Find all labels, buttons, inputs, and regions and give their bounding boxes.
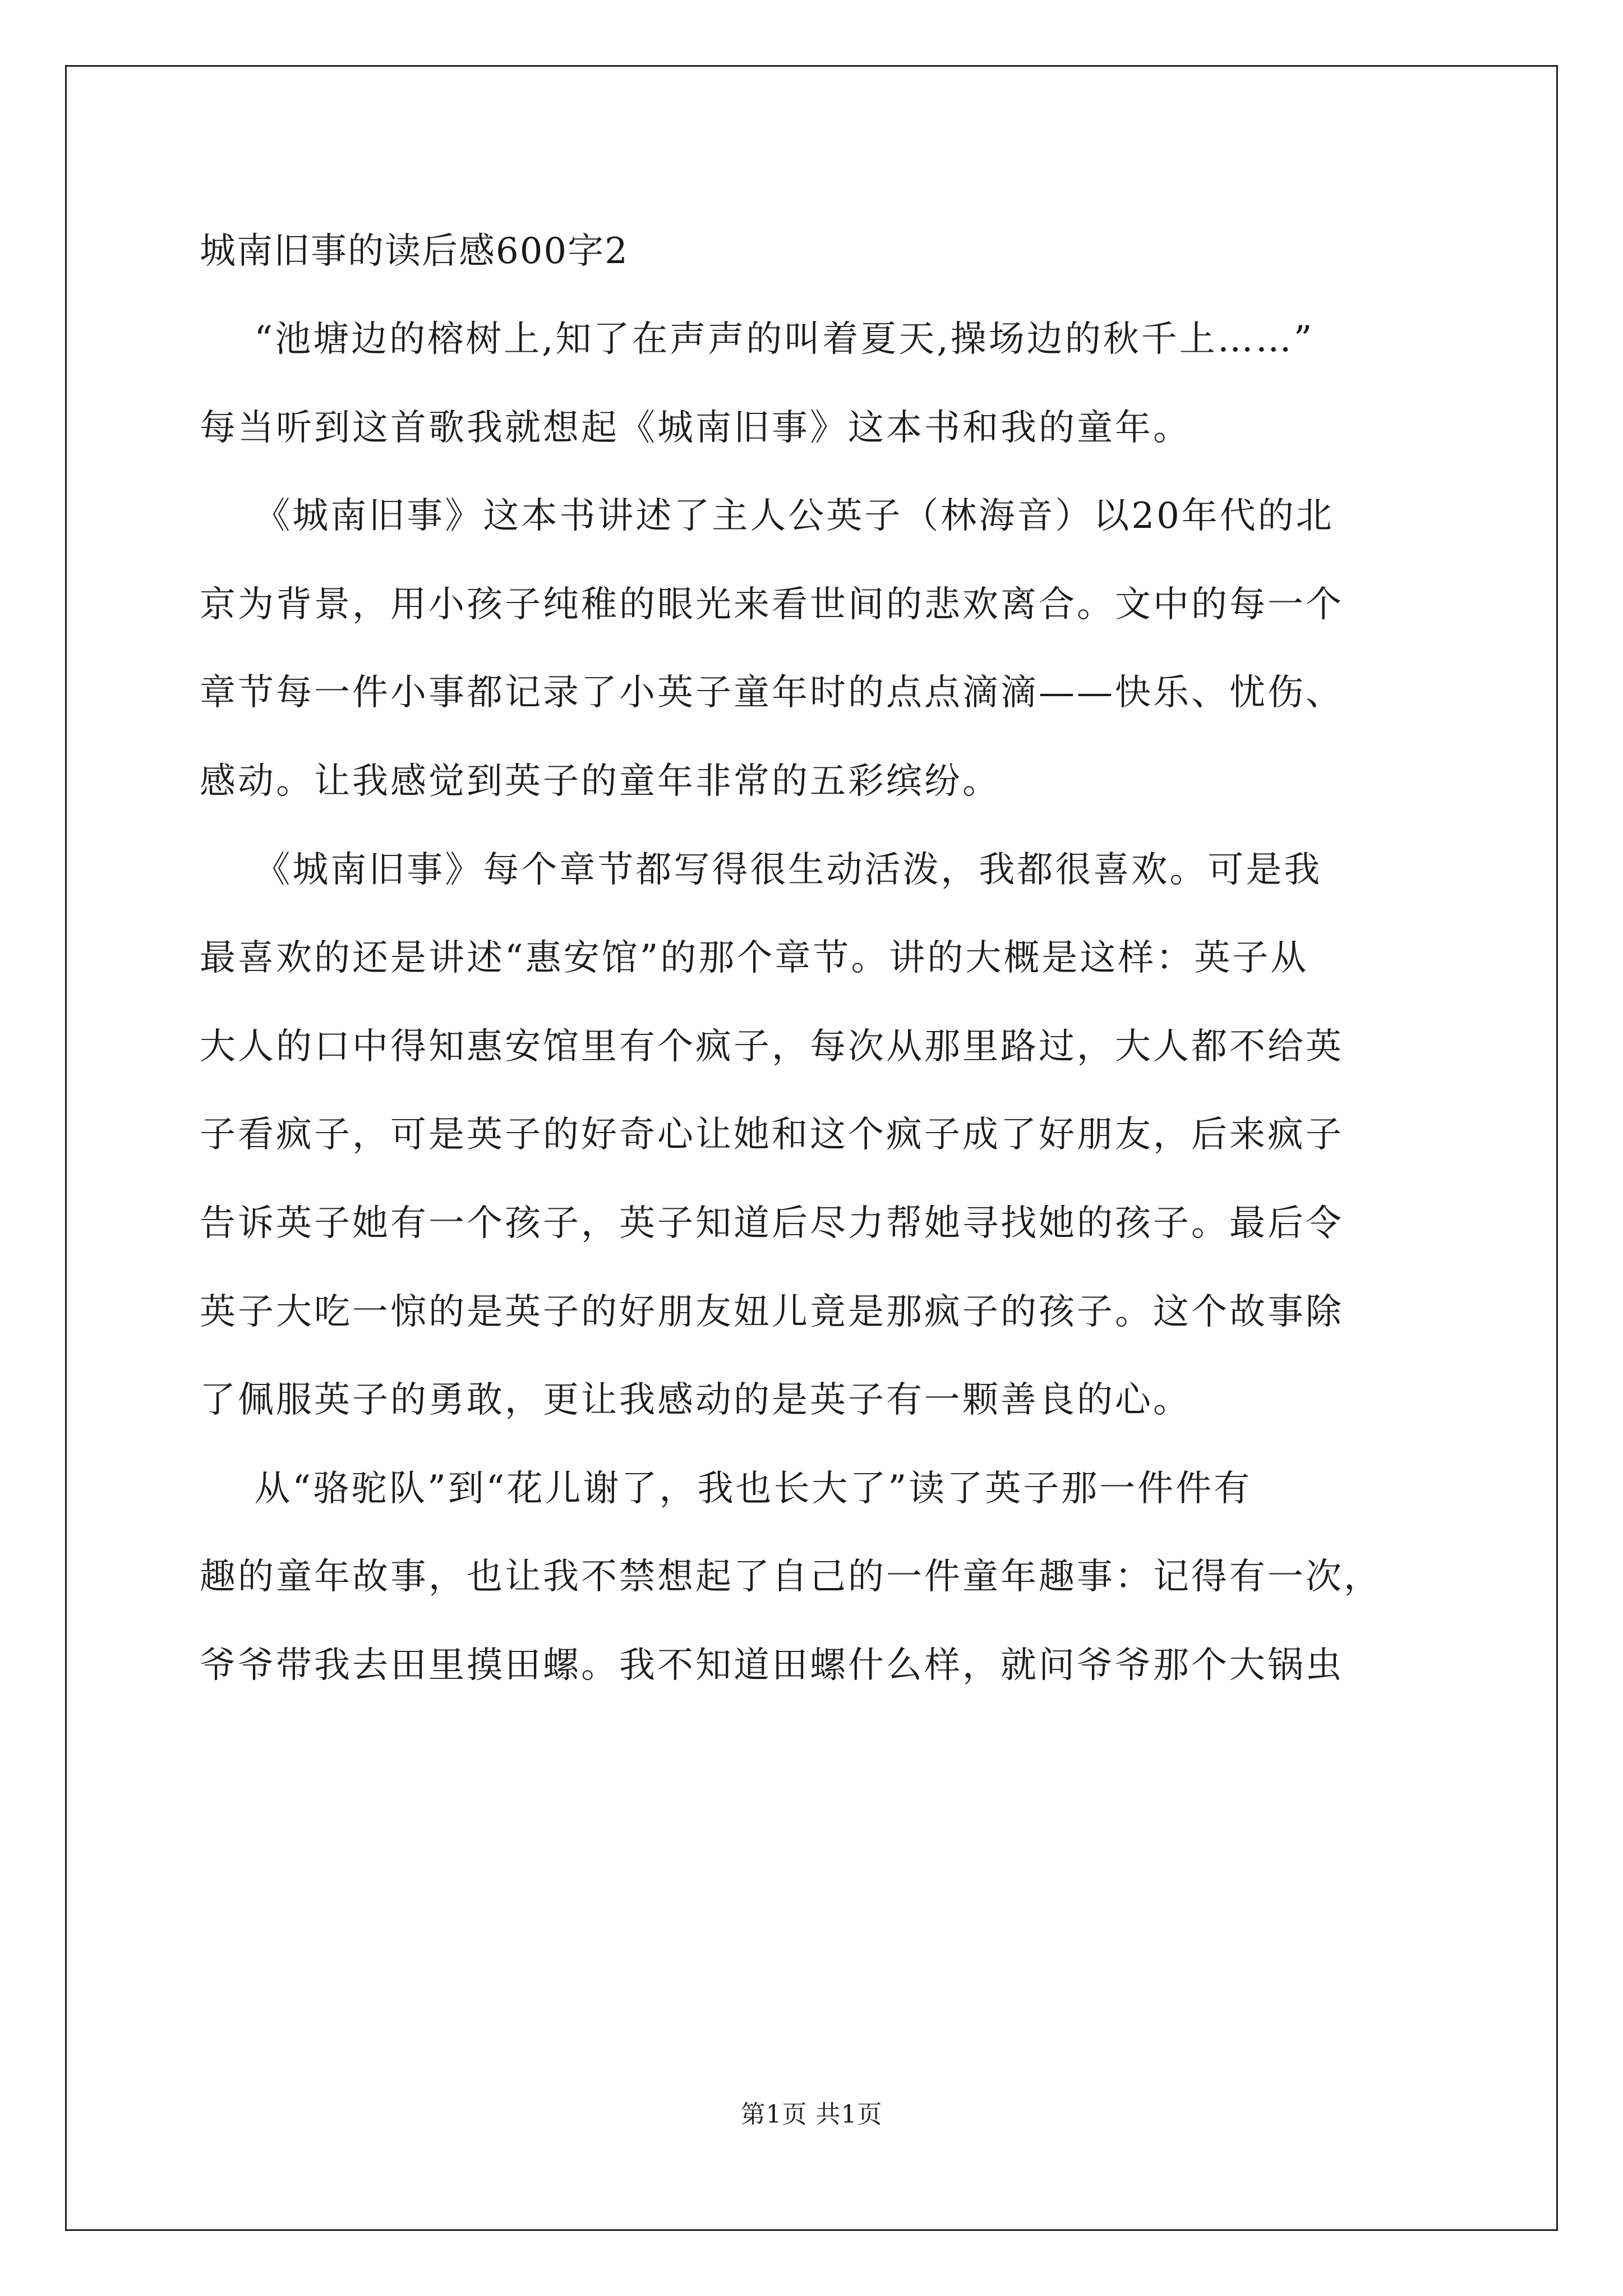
text-line: 最喜欢的还是讲述“惠安馆”的那个章节。讲的大概是这样：英子从 [200, 937, 1309, 979]
text-line: 了佩服英子的勇敢，更让我感动的是英子有一颗善良的心。 [200, 1379, 1191, 1421]
text-line: “池塘边的榕树上,知了在声声的叫着夏天,操场边的秋千上……” [200, 319, 1315, 360]
text-line: 告诉英子她有一个孩子，英子知道后尽力帮她寻找她的孩子。最后令 [200, 1203, 1344, 1244]
text-line: 子看疯子，可是英子的好奇心让她和这个疯子成了好朋友，后来疯子 [200, 1114, 1344, 1156]
text-line: 每当听到这首歌我就想起《城南旧事》这本书和我的童年。 [200, 407, 1191, 449]
text-line: 大人的口中得知惠安馆里有个疯子，每次从那里路过，大人都不给英 [200, 1026, 1344, 1068]
page-footer: 第1页 共1页 [740, 2100, 883, 2129]
document-title: 城南旧事的读后感600字2 [200, 231, 629, 272]
text-line: 爷爷带我去田里摸田螺。我不知道田螺什么样，就问爷爷那个大锅虫 [200, 1645, 1344, 1686]
text-line: 《城南旧事》每个章节都写得很生动活泼，我都很喜欢。可是我 [200, 849, 1322, 891]
text-line: 章节每一件小事都记录了小英子童年时的点点滴滴——快乐、忧伤、 [200, 672, 1344, 714]
text-line: 趣的童年故事，也让我不禁想起了自己的一件童年趣事：记得有一次， [200, 1556, 1382, 1598]
text-line: 京为背景，用小孩子纯稚的眼光来看世间的悲欢离合。文中的每一个 [200, 584, 1344, 625]
text-line: 感动。让我感觉到英子的童年非常的五彩缤纷。 [200, 761, 1000, 802]
text-line: 从“骆驼队”到“花儿谢了，我也长大了”读了英子那一件件有 [200, 1468, 1252, 1510]
text-line: 《城南旧事》这本书讲述了主人公英子（林海音）以20年代的北 [200, 495, 1334, 537]
text-line: 英子大吃一惊的是英子的好朋友妞儿竟是那疯子的孩子。这个故事除 [200, 1291, 1344, 1333]
